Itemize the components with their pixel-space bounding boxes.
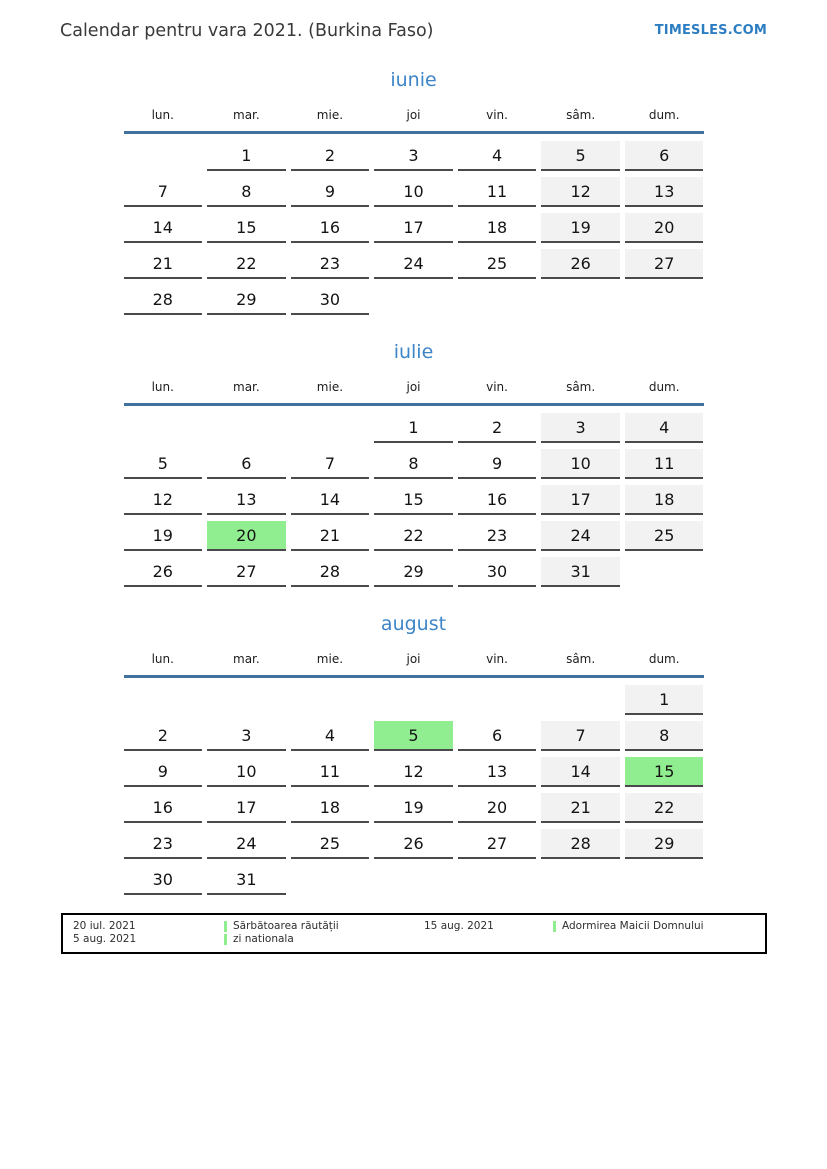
weekday-header-row	[124, 646, 704, 675]
day-cell: 18	[625, 485, 704, 515]
weekday-label: sâm.	[566, 380, 596, 394]
empty-cell	[541, 285, 620, 315]
day-cell: 14	[541, 757, 620, 787]
day-cell: 29	[207, 285, 286, 315]
weekday-label: vin.	[486, 108, 508, 122]
empty-cell	[458, 285, 537, 315]
empty-cell	[625, 285, 704, 315]
day-cell: 2	[124, 721, 203, 751]
legend-label: zi nationala	[233, 933, 294, 945]
weekday-label: vin.	[486, 652, 508, 666]
empty-cell	[374, 285, 453, 315]
day-cell: 1	[374, 413, 453, 443]
day-cell: 6	[625, 141, 704, 171]
day-cell: 13	[625, 177, 704, 207]
weekday-header-row	[124, 374, 704, 403]
day-cell: 30	[124, 865, 203, 895]
day-cell: 21	[124, 249, 203, 279]
day-cell: 19	[541, 213, 620, 243]
day-cell: 9	[458, 449, 537, 479]
day-cell: 4	[458, 141, 537, 171]
day-cell: 2	[458, 413, 537, 443]
legend-labels-column-1	[224, 920, 424, 946]
day-cell: 26	[124, 557, 203, 587]
weekday-label: mar.	[233, 652, 260, 666]
month-grid	[124, 685, 704, 895]
day-cell: 15	[625, 757, 704, 787]
day-cell: 19	[124, 521, 203, 551]
legend-entry	[224, 920, 424, 933]
weekday-label: vin.	[486, 380, 508, 394]
day-cell: 1	[625, 685, 704, 715]
day-cell: 25	[625, 521, 704, 551]
legend-box	[61, 913, 767, 954]
month-title: iulie	[393, 341, 434, 363]
day-cell: 14	[291, 485, 370, 515]
day-cell: 9	[124, 757, 203, 787]
day-cell: 6	[207, 449, 286, 479]
day-cell: 8	[207, 177, 286, 207]
month-iunie	[124, 68, 704, 315]
day-cell: 9	[291, 177, 370, 207]
day-cell: 4	[291, 721, 370, 751]
legend-color-bar	[224, 921, 227, 932]
empty-cell	[124, 141, 203, 171]
day-cell: 22	[207, 249, 286, 279]
day-cell: 17	[374, 213, 453, 243]
day-cell: 24	[541, 521, 620, 551]
month-august	[124, 612, 704, 895]
day-cell: 7	[291, 449, 370, 479]
empty-cell	[207, 685, 286, 715]
day-cell: 3	[374, 141, 453, 171]
weekday-label: mie.	[316, 108, 344, 122]
day-cell: 11	[291, 757, 370, 787]
weekday-label: lun.	[151, 108, 174, 122]
legend-labels-column-2	[553, 920, 765, 933]
weekday-label: lun.	[151, 652, 174, 666]
day-cell: 22	[374, 521, 453, 551]
day-cell: 10	[207, 757, 286, 787]
day-cell: 25	[458, 249, 537, 279]
day-cell: 16	[291, 213, 370, 243]
month-iulie	[124, 340, 704, 587]
day-cell: 6	[458, 721, 537, 751]
empty-cell	[124, 413, 203, 443]
day-cell: 17	[541, 485, 620, 515]
day-cell: 20	[625, 213, 704, 243]
day-cell: 23	[458, 521, 537, 551]
day-cell: 18	[458, 213, 537, 243]
empty-cell	[291, 865, 370, 895]
weekday-label: sâm.	[566, 108, 596, 122]
brand-link[interactable]: TIMESLES.COM	[654, 23, 767, 38]
empty-cell	[124, 685, 203, 715]
day-cell: 4	[625, 413, 704, 443]
day-cell: 27	[207, 557, 286, 587]
day-cell: 28	[291, 557, 370, 587]
day-cell: 28	[541, 829, 620, 859]
day-cell: 30	[291, 285, 370, 315]
day-cell: 7	[541, 721, 620, 751]
legend-date: 20 iul. 2021	[73, 920, 136, 932]
legend-date: 5 aug. 2021	[73, 933, 137, 945]
month-grid	[124, 413, 704, 587]
weekday-label: dum.	[648, 380, 680, 394]
day-cell: 11	[458, 177, 537, 207]
day-cell: 18	[291, 793, 370, 823]
months-container	[124, 68, 704, 895]
day-cell: 8	[625, 721, 704, 751]
day-cell: 5	[374, 721, 453, 751]
day-cell: 21	[541, 793, 620, 823]
legend-entry	[553, 920, 765, 933]
day-cell: 23	[291, 249, 370, 279]
legend-color-bar	[224, 934, 227, 945]
day-cell: 26	[374, 829, 453, 859]
weekday-label: mar.	[233, 380, 260, 394]
page-header	[0, 0, 827, 43]
empty-cell	[207, 413, 286, 443]
day-cell: 24	[374, 249, 453, 279]
day-cell: 10	[541, 449, 620, 479]
weekday-label: dum.	[648, 652, 680, 666]
weekday-label: mie.	[316, 380, 344, 394]
day-cell: 12	[374, 757, 453, 787]
empty-cell	[374, 685, 453, 715]
day-cell: 22	[625, 793, 704, 823]
day-cell: 30	[458, 557, 537, 587]
day-cell: 16	[124, 793, 203, 823]
legend-dates-column-2	[424, 920, 553, 933]
day-cell: 25	[291, 829, 370, 859]
day-cell: 15	[374, 485, 453, 515]
weekday-label: mar.	[233, 108, 260, 122]
day-cell: 14	[124, 213, 203, 243]
day-cell: 2	[291, 141, 370, 171]
day-cell: 21	[291, 521, 370, 551]
weekday-separator	[124, 131, 704, 134]
empty-cell	[541, 865, 620, 895]
day-cell: 27	[458, 829, 537, 859]
legend-dates-column-1	[73, 920, 224, 946]
empty-cell	[291, 685, 370, 715]
weekday-separator	[124, 675, 704, 678]
empty-cell	[374, 865, 453, 895]
day-cell: 29	[625, 829, 704, 859]
weekday-header-row	[124, 102, 704, 131]
day-cell: 5	[124, 449, 203, 479]
weekday-label: dum.	[648, 108, 680, 122]
page-title: Calendar pentru vara 2021. (Burkina Faso)	[60, 21, 434, 41]
day-cell: 13	[458, 757, 537, 787]
weekday-label: mie.	[316, 652, 344, 666]
day-cell: 23	[124, 829, 203, 859]
month-title: august	[380, 613, 447, 635]
weekday-label: joi	[406, 380, 421, 394]
day-cell: 26	[541, 249, 620, 279]
weekday-label: lun.	[151, 380, 174, 394]
day-cell: 8	[374, 449, 453, 479]
day-cell: 5	[541, 141, 620, 171]
day-cell: 10	[374, 177, 453, 207]
day-cell: 31	[541, 557, 620, 587]
day-cell: 7	[124, 177, 203, 207]
weekday-label: joi	[406, 652, 421, 666]
day-cell: 28	[124, 285, 203, 315]
empty-cell	[541, 685, 620, 715]
day-cell: 3	[541, 413, 620, 443]
day-cell: 20	[458, 793, 537, 823]
day-cell: 17	[207, 793, 286, 823]
day-cell: 15	[207, 213, 286, 243]
day-cell: 12	[124, 485, 203, 515]
day-cell: 31	[207, 865, 286, 895]
day-cell: 27	[625, 249, 704, 279]
empty-cell	[458, 865, 537, 895]
legend-entry	[224, 933, 424, 946]
day-cell: 1	[207, 141, 286, 171]
weekday-label: sâm.	[566, 652, 596, 666]
day-cell: 24	[207, 829, 286, 859]
day-cell: 12	[541, 177, 620, 207]
day-cell: 20	[207, 521, 286, 551]
month-grid	[124, 141, 704, 315]
day-cell: 19	[374, 793, 453, 823]
day-cell: 16	[458, 485, 537, 515]
legend-color-bar	[553, 921, 556, 932]
day-cell: 29	[374, 557, 453, 587]
empty-cell	[625, 557, 704, 587]
legend-date: 15 aug. 2021	[424, 920, 494, 932]
empty-cell	[625, 865, 704, 895]
empty-cell	[291, 413, 370, 443]
weekday-separator	[124, 403, 704, 406]
weekday-label: joi	[406, 108, 421, 122]
legend-label: Adormirea Maicii Domnului	[562, 920, 704, 932]
day-cell: 13	[207, 485, 286, 515]
day-cell: 3	[207, 721, 286, 751]
month-title: iunie	[390, 69, 437, 91]
day-cell: 11	[625, 449, 704, 479]
legend-label: Sărbătoarea răutății	[233, 920, 339, 932]
empty-cell	[458, 685, 537, 715]
